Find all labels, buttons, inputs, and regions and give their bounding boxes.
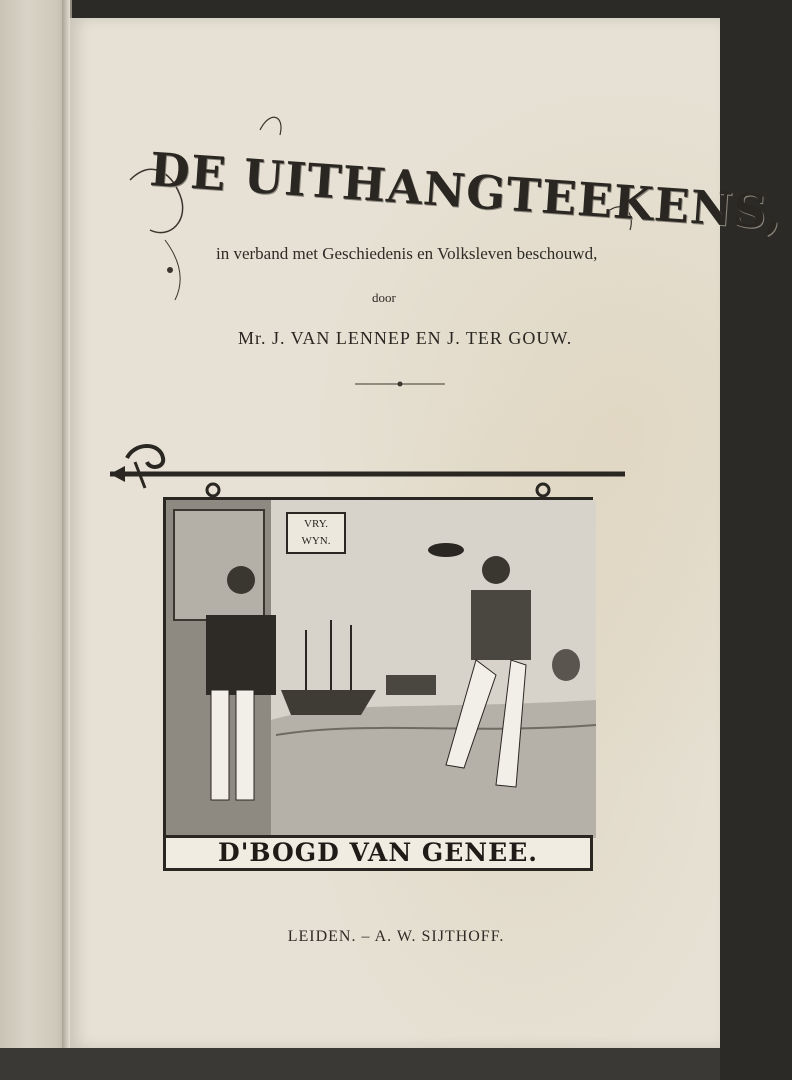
by-label: door [372, 290, 396, 305]
authors-line: Mr. J. VAN LENNEP EN J. TER GOUW. [238, 328, 573, 348]
book-subtitle: in verband met Geschiedenis en Volksleven beschouwd, [216, 244, 598, 263]
sign-bracket-rod [105, 440, 635, 500]
small-wine-sign [286, 512, 346, 554]
book-title: DE UITHANGTEEKENS, [148, 142, 785, 241]
sign-caption: D'BOGD VAN GENEE. [163, 835, 593, 871]
title-block [110, 100, 785, 300]
small-sign-line2: WYN. [301, 535, 331, 547]
ornamental-rule [355, 381, 445, 387]
engraving-scene [166, 500, 596, 838]
publisher-line: LEIDEN. – A. W. SIJTHOFF. [287, 928, 505, 945]
tavern-sign-illustration [163, 497, 593, 835]
bottom-cover-edge [0, 1048, 720, 1080]
spine-edge [62, 0, 70, 1080]
small-sign-line1: VRY. [304, 518, 328, 530]
